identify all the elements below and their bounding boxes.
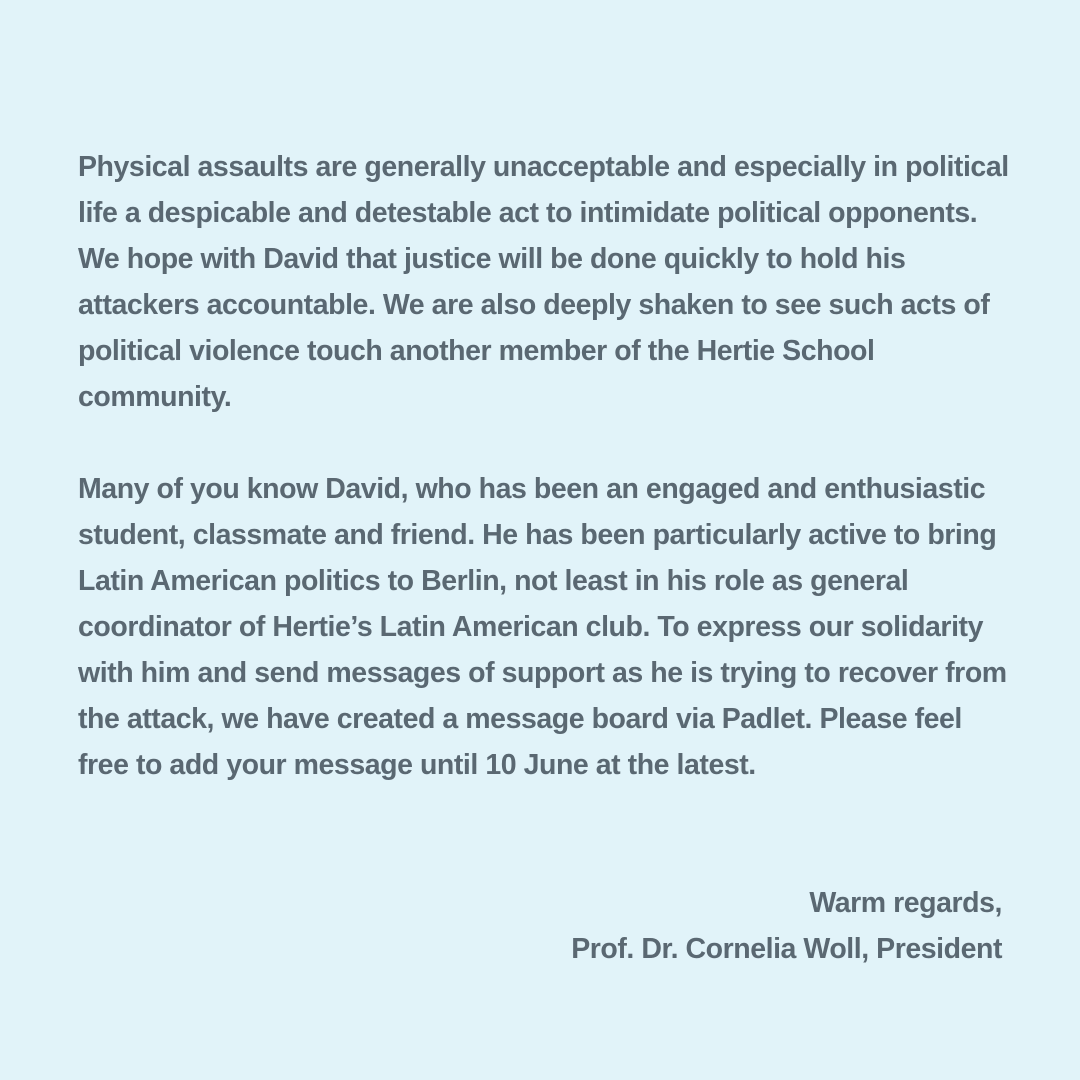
letter-paragraph-support-message: Many of you know David, who has been an engaged and enthusiastic student, classmate and friend. He has been particularly active to bring Latin American politics to Berlin, not least in his role as general coordinator of Hertie’s Latin American club. To express our solidarity with him and send messages of support as he is trying to recover from the attack, we have created a message board via Padlet. Please feel free to add your message until 10 June at the latest.	[78, 473, 1007, 781]
closing-line: Warm regards,	[809, 887, 1002, 919]
letter-signoff	[571, 880, 1002, 972]
signature-line: Prof. Dr. Cornelia Woll, President	[571, 933, 1002, 965]
letter-paragraph-assault-statement: Physical assaults are generally unacceptable and especially in political life a despicable and detestable act to intimidate political opponents. We hope with David that justice will be done quickly to hold his attackers accountable. We are also deeply shaken to see such acts of political violence touch another member of the Hertie School community.	[78, 151, 1009, 413]
